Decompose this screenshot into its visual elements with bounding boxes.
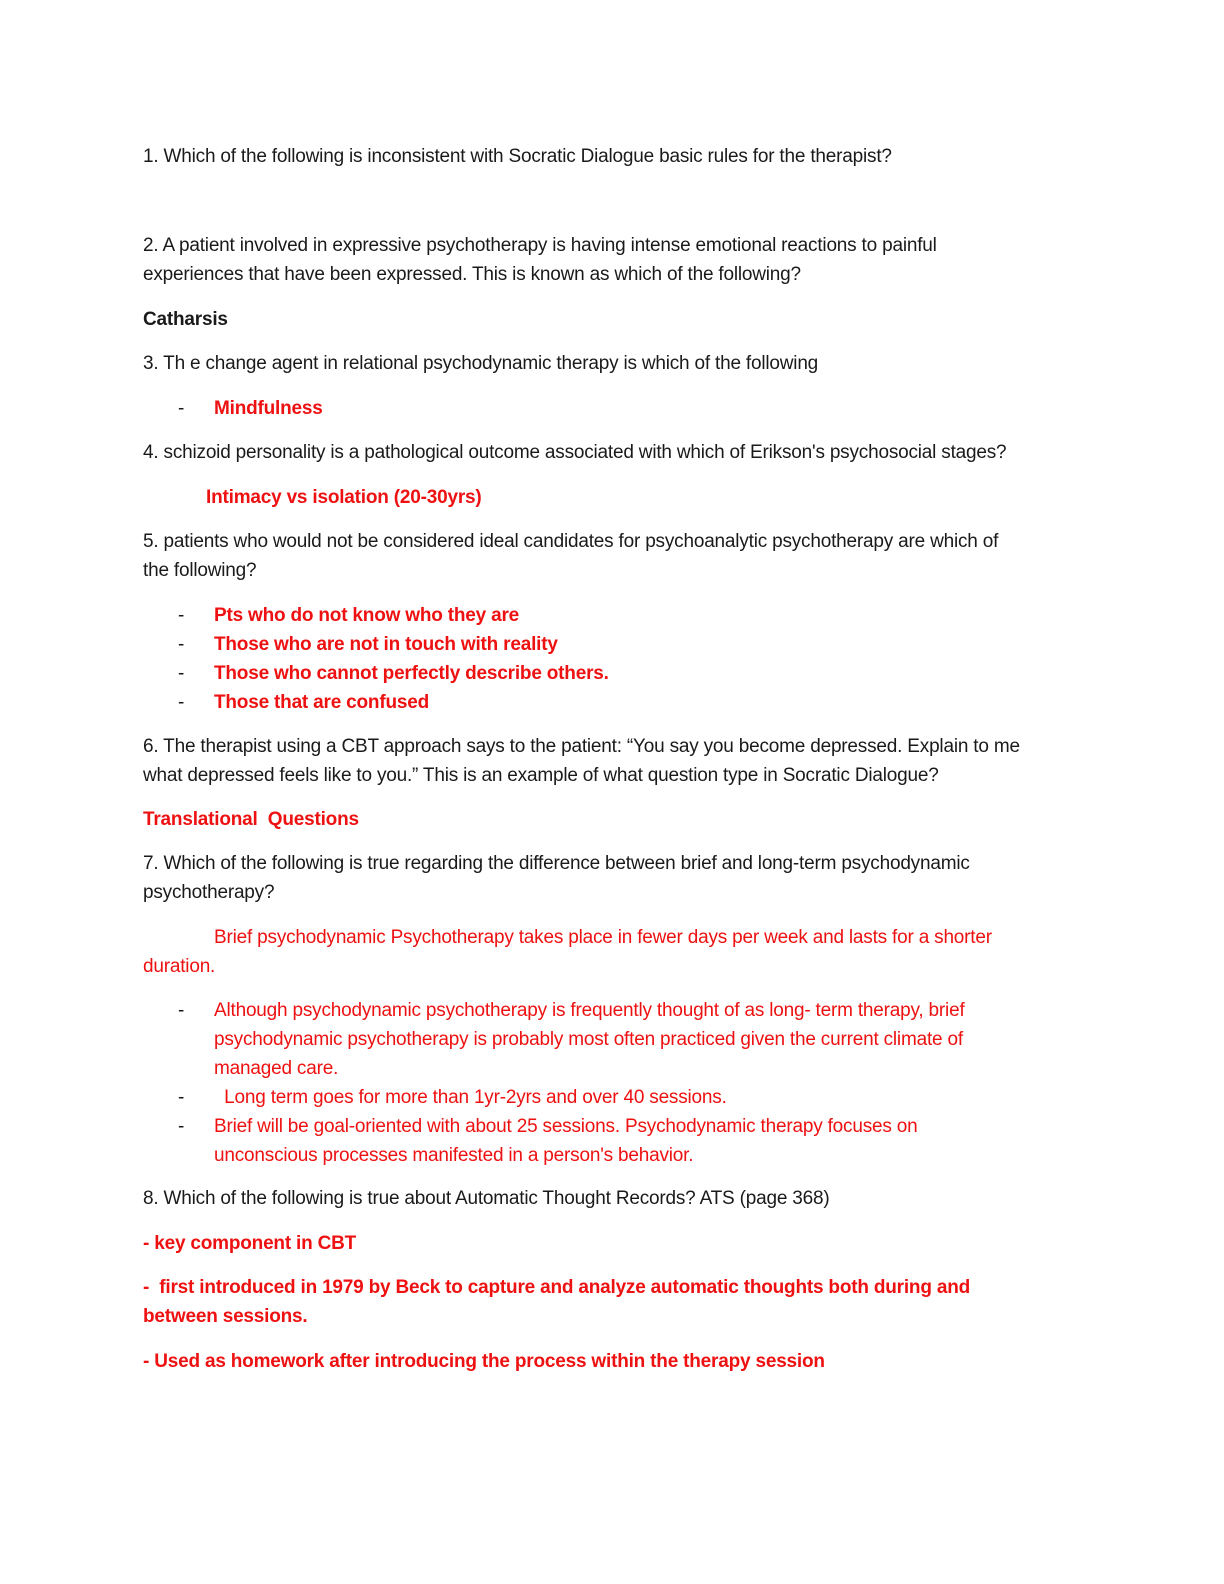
question-5-line-1: 5. patients who would not be considered ideal candidates for psychoanalytic psychotherapy are which of (143, 531, 999, 552)
bullet-dash: - (178, 1000, 185, 1021)
question-2-line-1: 2. A patient involved in expressive psychotherapy is having intense emotional reactions to painful (143, 235, 937, 256)
answer-3: Mindfulness (214, 398, 323, 419)
answer-7-line-1: Brief psychodynamic Psychotherapy takes place in fewer days per week and lasts for a shorter (214, 927, 992, 948)
answer-4: Intimacy vs isolation (20-30yrs) (206, 487, 482, 508)
bullet-dash: - (178, 1116, 185, 1137)
bullet-dash: - (178, 1087, 185, 1108)
answer-8-item-3: - Used as homework after introducing the process within the therapy session (143, 1351, 825, 1372)
answer-8-item-2-line-1: - first introduced in 1979 by Beck to capture and analyze automatic thoughts both during and (143, 1277, 971, 1298)
question-6-line-1: 6. The therapist using a CBT approach says to the patient: “You say you become depressed. Explain to me (143, 736, 1020, 757)
question-3: 3. Th e change agent in relational psychodynamic therapy is which of the following (143, 353, 819, 374)
bullet-dash: - (178, 605, 185, 626)
question-1: 1. Which of the following is inconsistent with Socratic Dialogue basic rules for the therapist? (143, 146, 892, 167)
question-8: 8. Which of the following is true about Automatic Thought Records? ATS (page 368) (143, 1188, 830, 1209)
answer-7-bullet-3-line-2: unconscious processes manifested in a person's behavior. (214, 1145, 694, 1166)
question-7-line-2: psychotherapy? (143, 882, 275, 903)
answer-7-bullet-1-line-3: managed care. (214, 1058, 339, 1079)
answer-5-item: Those who are not in touch with reality (214, 634, 558, 655)
bullet-dash: - (178, 692, 185, 713)
question-4: 4. schizoid personality is a pathological outcome associated with which of Erikson's psychosocial stages? (143, 442, 1007, 463)
answer-7-line-2: duration. (143, 956, 216, 977)
bullet-dash: - (178, 398, 185, 419)
answer-2: Catharsis (143, 309, 228, 330)
answer-7-bullet-1-line-2: psychodynamic psychotherapy is probably most often practiced given the current climate of (214, 1029, 963, 1050)
question-7-line-1: 7. Which of the following is true regarding the difference between brief and long-term psychodynamic (143, 853, 970, 874)
question-5-line-2: the following? (143, 560, 257, 581)
answer-8-item-2-line-2: between sessions. (143, 1306, 308, 1327)
question-6-line-2: what depressed feels like to you.” This is an example of what question type in Socratic Dialogue? (143, 765, 939, 786)
bullet-dash: - (178, 663, 185, 684)
answer-7-bullet-2: Long term goes for more than 1yr-2yrs and over 40 sessions. (214, 1087, 727, 1108)
answer-7-bullet-3-line-1: Brief will be goal-oriented with about 25 sessions. Psychodynamic therapy focuses on (214, 1116, 918, 1137)
answer-8-item-1: - key component in CBT (143, 1233, 357, 1254)
question-2-line-2: experiences that have been expressed. This is known as which of the following? (143, 264, 801, 285)
answer-7-bullet-1-line-1: Although psychodynamic psychotherapy is frequently thought of as long- term therapy, brief (214, 1000, 965, 1021)
bullet-dash: - (178, 634, 185, 655)
answer-5-item: Those that are confused (214, 692, 429, 713)
answer-5-item: Pts who do not know who they are (214, 605, 520, 626)
answer-5-item: Those who cannot perfectly describe others. (214, 663, 609, 684)
answer-6: Translational Questions (143, 809, 359, 830)
